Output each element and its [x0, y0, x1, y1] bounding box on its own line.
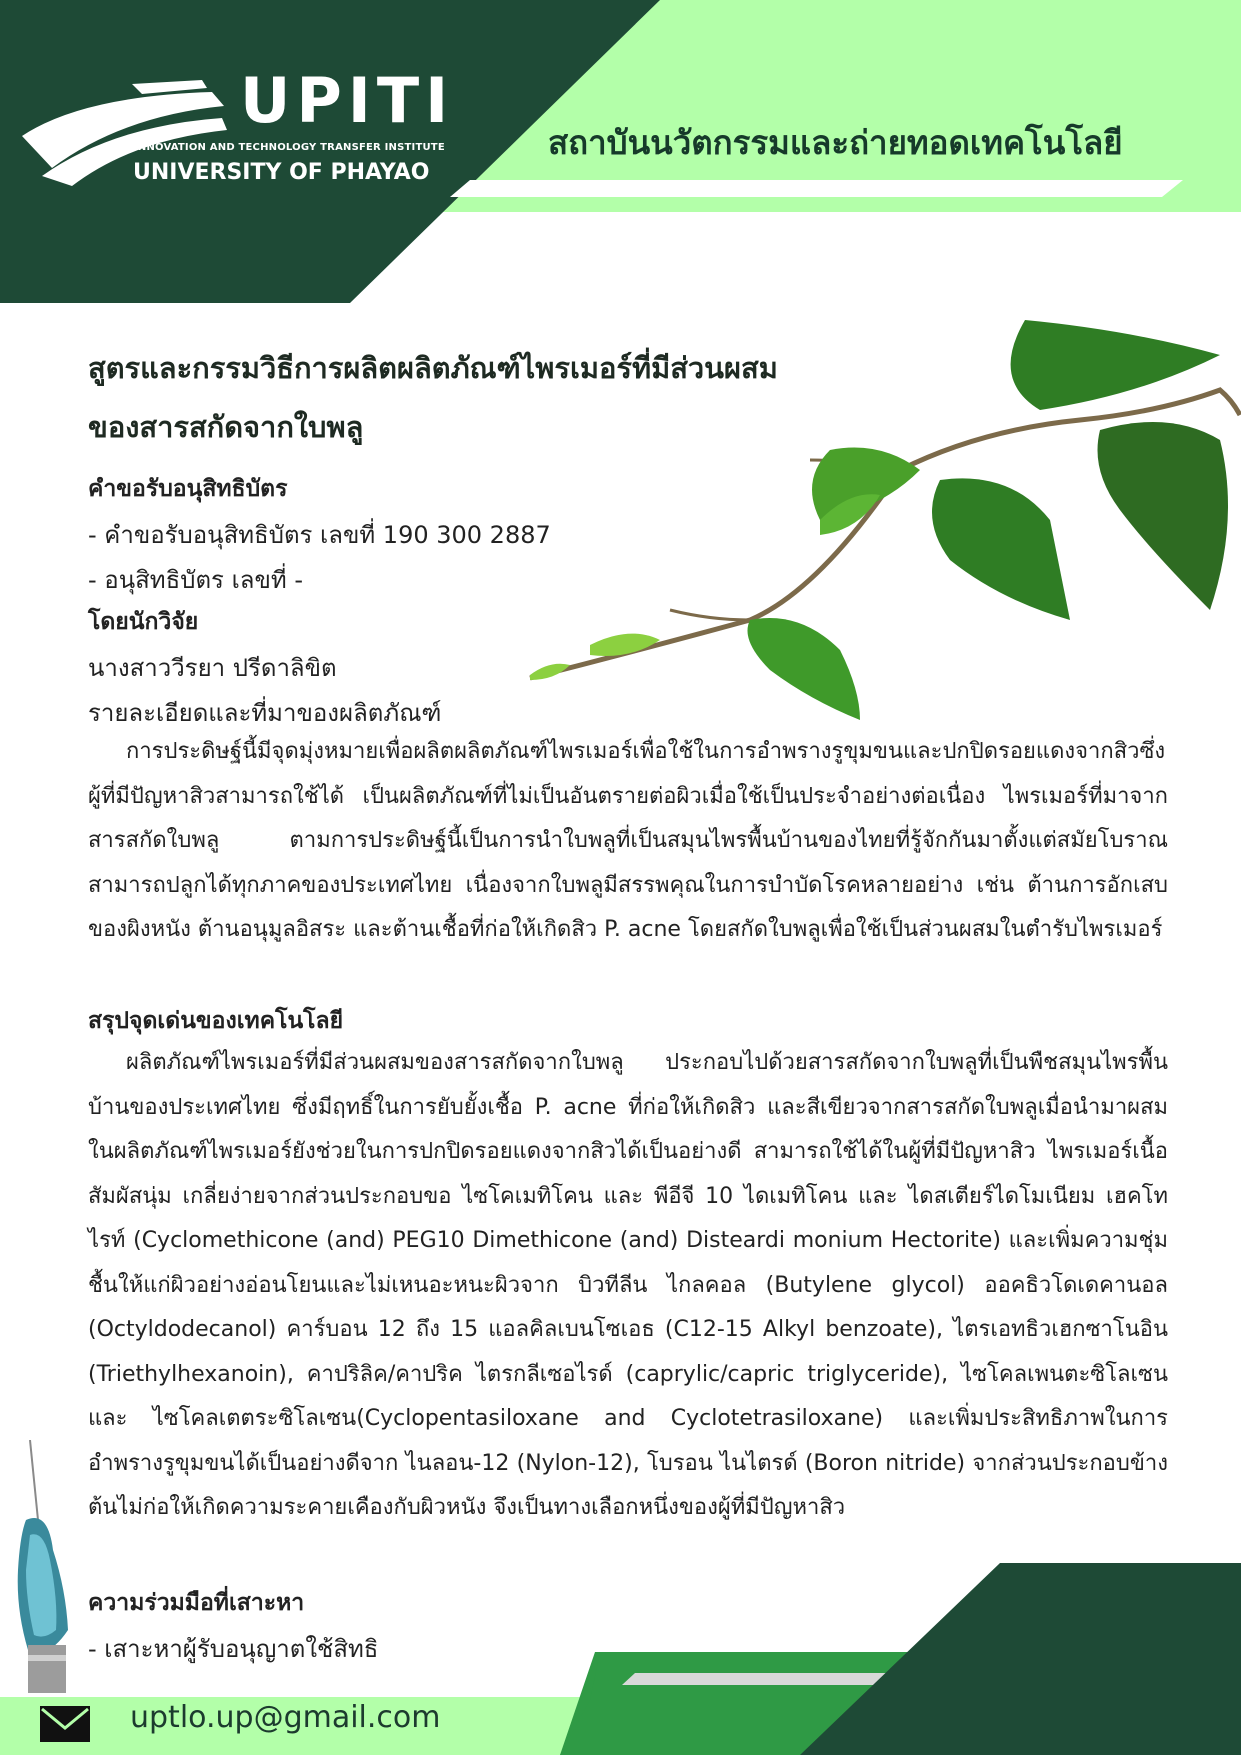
logo-subtitle: INNOVATION AND TECHNOLOGY TRANSFER INSTITUTE	[134, 142, 445, 153]
envelope-icon	[40, 1706, 90, 1742]
makeup-brush-icon	[8, 1440, 88, 1700]
highlights-paragraph: ผลิตภัณฑ์ไพรเมอร์ที่มีส่วนผสมของสารสกัดจากใบพลู ประกอบไปด้วยสารสกัดจากใบพลูที่เป็นพืชสมุนไพรพื้นบ้านของประเทศไทย ซึ่งมีฤทธิ์ในการยับยั้งเชื้อ P. acne ที่ก่อให้เกิดสิว และสีเขียวจากสารสกัดใบพลูเมื่อนำมาผสมในผลิตภัณฑ์ไพรเมอร์ยังช่วยในการปกปิดรอยแดงจากสิวได้เป็นอย่างดี สามารถใช้ได้ในผู้ที่มีปัญหาสิว ไพรเมอร์เนื้อสัมผัสนุ่ม เกลี่ยง่ายจากส่วนประกอบขอ ไซโคเมทิโคน และ พีอีจี 10 ไดเมทิโคน และ ไดสเตียร์ไดโมเนียม เฮคโทไรท์ (Cyclomethicone (and) PEG10 Dimethicone (and) Disteardi monium Hectorite) และเพิ่มความชุ่มชื้นให้แก่ผิวอย่างอ่อนโยนและไม่เหนอะหนะผิวจาก บิวทีลีน ไกลคอล (Butylene glycol) ออคธิวโดเดคานอล (Octyldodecanol) คาร์บอน 12 ถึง 15 แอลคิลเบนโซเอธ (C12-15 Alkyl benzoate), ไตรเอทธิวเฮกซาโนอิน (Triethylhexanoin), คาปริลิค/คาปริค ไตรกลีเซอไรด์ (caprylic/capric triglyceride), ไซโคลเพนตะซิโลเซน และ ไซโคลเตตระซิโลเซน(Cyclopentasiloxane and Cyclotetrasiloxane) และเพิ่มประสิทธิภาพในการอำพรางรูขุมขนได้เป็นอย่างดีจาก ไนลอน-12 (Nylon-12), โบรอน ไนไตรด์ (Boron nitride) จากส่วนประกอบข้างต้นไม่ก่อให้เกิดความระคายเคืองกับผิวหนัง จึงเป็นทางเลือกหนึ่งของผู้ที่มีปัญหาสิว	[88, 1050, 1168, 1520]
researcher-name: นางสาววีรยา ปรีดาลิขิต	[88, 654, 337, 682]
patent-application-number: - คำขอรับอนุสิทธิบัตร เลขที่ 190 300 2887	[88, 521, 551, 549]
document-title-line-1: สูตรและกรรมวิธีการผลิตผลิตภัณฑ์ไพรเมอร์ที่มีส่วนผสม	[88, 351, 778, 385]
collaboration-item: - เสาะหาผู้รับอนุญาตใช้สิทธิ	[88, 1635, 379, 1663]
contact-email[interactable]: uptlo.up@gmail.com	[130, 1700, 441, 1735]
petty-patent-number: - อนุสิทธิบัตร เลขที่ -	[88, 566, 303, 594]
highlights-heading: สรุปจุดเด่นของเทคโนโลยี	[88, 1008, 344, 1034]
patent-heading: คำขอรับอนุสิทธิบัตร	[88, 476, 288, 502]
institute-name: สถาบันนวัตกรรมและถ่ายทอดเทคโนโลยี	[548, 123, 1123, 162]
document-title-line-2: ของสารสกัดจากใบพลู	[88, 410, 364, 444]
logo-university: UNIVERSITY OF PHAYAO	[133, 160, 430, 185]
collaboration-heading: ความร่วมมือที่เสาะหา	[88, 1590, 305, 1616]
details-heading: รายละเอียดและที่มาของผลิตภัณฑ์	[88, 699, 442, 727]
logo-wordmark: UPITI	[240, 64, 455, 137]
details-paragraph: การประดิษฐ์นี้มีจุดมุ่งหมายเพื่อผลิตผลิตภัณฑ์ไพรเมอร์เพื่อใช้ในการอำพรางรูขุมขนและปกปิดรอยแดงจากสิวซึ่งผู้ที่มีปัญหาสิวสามารถใช้ได้ เป็นผลิตภัณฑ์ที่ไม่เป็นอันตรายต่อผิวเมื่อใช้เป็นประจำอย่างต่อเนื่อง ไพรเมอร์ที่มาจากสารสกัดใบพลู ตามการประดิษฐ์นี้เป็นการนำใบพลูที่เป็นสมุนไพรพื้นบ้านของไทยที่รู้จักกันมาตั้งแต่สมัยโบราณ สามารถปลูกได้ทุกภาคของประเทศไทย เนื่องจากใบพลูมีสรรพคุณในการบำบัดโรคหลายอย่าง เช่น ต้านการอักเสบของผิงหนัง ต้านอนุมูลอิสระ และต้านเชื้อที่ก่อให้เกิดสิว P. acne โดยสกัดใบพลูเพื่อใช้เป็นส่วนผสมในตำรับไพรเมอร์	[88, 739, 1168, 942]
researcher-heading: โดยนักวิจัย	[88, 609, 199, 635]
